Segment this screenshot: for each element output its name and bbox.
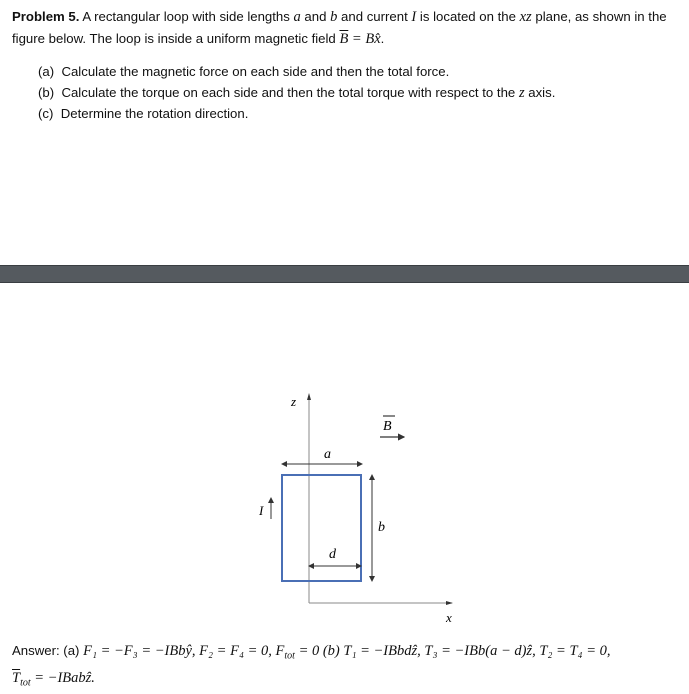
var-z: z [518,85,525,101]
part-text: Calculate the torque on each side and then the total torque with respect to the [61,85,516,100]
part-label: (b) [38,85,55,100]
answer-part-b: = 0 (b) T₁ = −IBbdẑ, T₃ = −IBb(a − d)ẑ, T₂ = T₄ = 0, [294,643,611,659]
part-label: (c) [38,106,54,121]
problem-text: A rectangular loop with side lengths [79,9,294,24]
part-text: Determine the rotation direction. [60,106,249,121]
var-b: b [330,9,338,25]
answer-subscript: tot [284,650,295,662]
x-axis-label: x [446,610,452,625]
part-label: (a) [38,64,55,79]
part-c [38,103,248,124]
part-text: axis. [524,85,556,100]
current-loop [282,475,361,581]
problem-text: is located on the [416,9,520,24]
part-text: Calculate the magnetic force on each side and then the total force. [61,64,450,79]
total-torque-subscript: tot [20,677,31,689]
page-divider [0,265,689,283]
problem-text: and [300,9,331,24]
z-axis-label: z [291,394,297,409]
distance-d-label: d [329,547,336,562]
field-equation: = B [348,31,375,47]
side-b-label: b [378,520,385,535]
z-axis-arrow [307,393,311,400]
field-label: B [383,419,392,434]
problem-text: and current [337,9,412,24]
total-torque-value: = −IBabẑ. [30,669,95,686]
part-a [38,61,449,82]
field-unit-vector: x̂ [374,31,381,47]
problem-label: Problem 5. [12,9,80,24]
answer-label: Answer: (a) [12,643,84,658]
loop-figure [0,282,689,632]
side-a-label: a [324,447,331,462]
answer-part-a: F₁ = −F₃ = −IBbŷ, F₂ = F₄ = 0, F [83,643,285,659]
problem-statement [12,6,682,50]
total-torque-symbol: $\overline{T}$ [12,669,21,686]
field-symbol: $\overline{B}$ [339,31,349,47]
problem-text: . [380,31,385,46]
problem-text: plane, as shown in the figure below. The loop is inside a uniform magnetic field [12,9,667,46]
var-a: a [293,9,301,25]
var-I: I [411,9,417,25]
part-b [38,82,555,104]
answer-block [12,640,682,693]
current-label: I [259,503,264,518]
x-axis-arrow [446,601,453,605]
var-xz: xz [519,9,532,25]
